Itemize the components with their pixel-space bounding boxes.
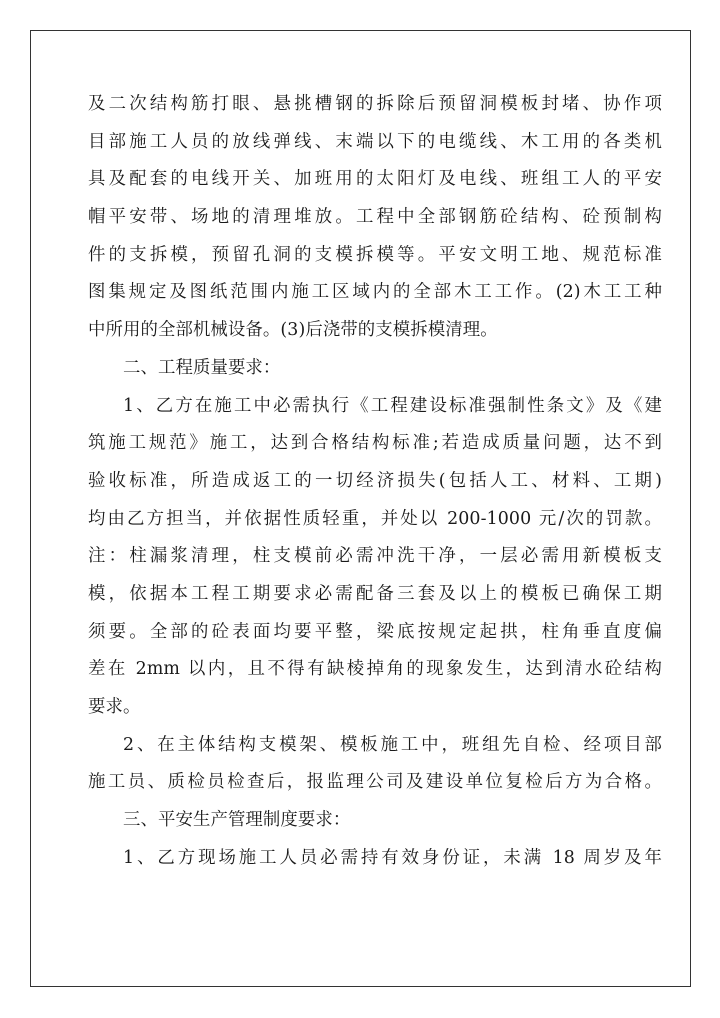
text-line: 目部施工人员的放线弹线、末端以下的电缆线、木工用的各类机 [88,131,662,152]
text-line: 二、工程质量要求： [123,357,281,378]
text-line: 注：柱漏浆清理，柱支模前必需冲洗干净，一层必需用新模板支 [88,546,662,567]
text-line: 要求。 [88,697,141,717]
text-line: 须要。全部的砼表面均要平整，梁底按规定起拱，柱角垂直度偏 [88,621,662,642]
text-line: 验收标准，所造成返工的一切经济损失(包括人工、材料、工期) [88,470,662,491]
text-line: 均由乙方担当，并依据性质轻重，并处以 200-1000 元/次的罚款。 [88,508,662,529]
text-line: 差在 2mm 以内，且不得有缺棱掉角的现象发生，达到清水砼结构 [88,659,662,680]
text-line: 具及配套的电线开关、加班用的太阳灯及电线、班组工人的平安 [88,169,662,190]
text-line: 三、平安生产管理制度要求： [123,810,351,831]
text-line: 2、在主体结构支模架、模板施工中，班组先自检、经项目部 [123,734,662,755]
text-line: 1、乙方在施工中必需执行《工程建设标准强制性条文》及《建 [123,395,662,416]
text-line: 件的支拆模，预留孔洞的支模拆模等。平安文明工地、规范标准 [88,244,662,265]
text-line: 筑施工规范》施工，达到合格结构标准;若造成质量问题，达不到 [88,433,662,454]
text-line: 模，依据本工程工期要求必需配备三套及以上的模板已确保工期 [88,583,662,604]
text-line: 施工员、质检员检查后，报监理公司及建设单位复检后方为合格。 [88,772,662,793]
text-line: 中所用的全部机械设备。(3)后浇带的支模拆模清理。 [88,320,498,341]
document-body [88,86,662,877]
text-line: 1、乙方现场施工人员必需持有效身份证，未满 18 周岁及年 [123,847,662,868]
text-line: 及二次结构筋打眼、悬挑槽钢的拆除后预留洞模板封堵、协作项 [88,94,662,114]
text-line: 帽平安带、场地的清理堆放。工程中全部钢筋砼结构、砼预制构 [88,207,662,228]
text-line: 图集规定及图纸范围内施工区域内的全部木工工作。(2)木工工种 [88,282,662,303]
